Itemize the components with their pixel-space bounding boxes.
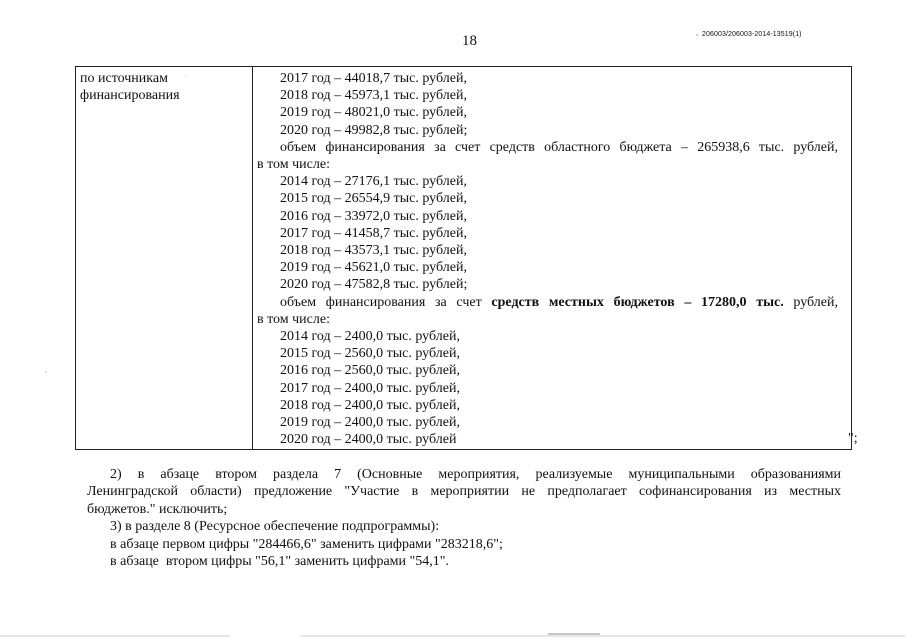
local-budget-heading [257,294,838,311]
year-line: 2014 год – 2400,0 тыс. рублей, [280,329,460,345]
left-label-line: финансирования [80,88,180,104]
local-heading-prefix: объем финансирования за счет [280,294,482,310]
year-line: 2016 год – 2560,0 тыс. рублей, [280,363,460,379]
year-line: 2018 год – 2400,0 тыс. рублей, [280,397,460,413]
year-line: 2017 год – 44018,7 тыс. рублей, [280,71,467,86]
regional-budget-heading: объем финансирования за счет средств областного бюджета – 265938,6 тыс. рублей, [280,139,838,155]
year-line: 2020 год – 2400,0 тыс. рублей [280,432,457,448]
year-line: 2019 год – 45621,0 тыс. рублей, [280,260,467,276]
paragraph-2-line: Ленинградской области) предложение "Участие в мероприятии не предполагает софинансирования из местных [87,484,841,500]
local-heading-bold: средств местных бюджетов – 17280,0 тыс. [491,294,784,310]
document-code: 206003/206003-2014-13519(1) [702,31,802,38]
year-line: 2016 год – 33972,0 тыс. рублей, [280,208,467,224]
amendment-text [87,466,841,570]
replacement-item-2: в абзаце втором цифры "56,1" заменить цифрами "54,1". [110,554,449,570]
year-line: 2015 год – 2560,0 тыс. рублей, [280,346,460,362]
left-label-line: по источникам [80,71,168,86]
local-heading-suffix: рублей, [793,294,839,310]
closing-quote: "; [848,431,858,446]
table-column-divider [252,67,253,449]
paragraph-3: 3) в разделе 8 (Ресурсное обеспечение подпрограммы): [110,519,440,535]
page-number: 18 [462,33,477,49]
year-line: 2020 год – 49982,8 тыс. рублей; [280,122,468,138]
year-line: 2018 год – 43573,1 тыс. рублей, [280,243,467,259]
table-left-cell [80,70,180,104]
year-line: 2017 год – 41458,7 тыс. рублей, [280,225,467,241]
paragraph-2-line: бюджетов." исключить; [87,501,228,517]
year-line: 2014 год – 27176,1 тыс. рублей, [280,174,467,190]
year-line: 2018 год – 45973,1 тыс. рублей, [280,88,467,104]
year-line: 2019 год – 2400,0 тыс. рублей, [280,415,460,431]
table-right-cell [257,70,838,448]
regional-including-label: в том числе: [257,157,330,173]
local-including-label: в том числе: [257,311,330,327]
year-line: 2017 год – 2400,0 тыс. рублей, [280,380,460,396]
year-line: 2020 год – 47582,8 тыс. рублей; [280,277,468,293]
year-line: 2019 год – 48021,0 тыс. рублей, [280,105,467,121]
replacement-item-1: в абзаце первом цифры "284466,6" заменить цифрами "283218,6"; [110,536,503,552]
year-line: 2015 год – 26554,9 тыс. рублей, [280,191,467,207]
paragraph-2-line: 2) в абзаце втором раздела 7 (Основные мероприятия, реализуемые муниципальными образованиями [110,467,841,482]
